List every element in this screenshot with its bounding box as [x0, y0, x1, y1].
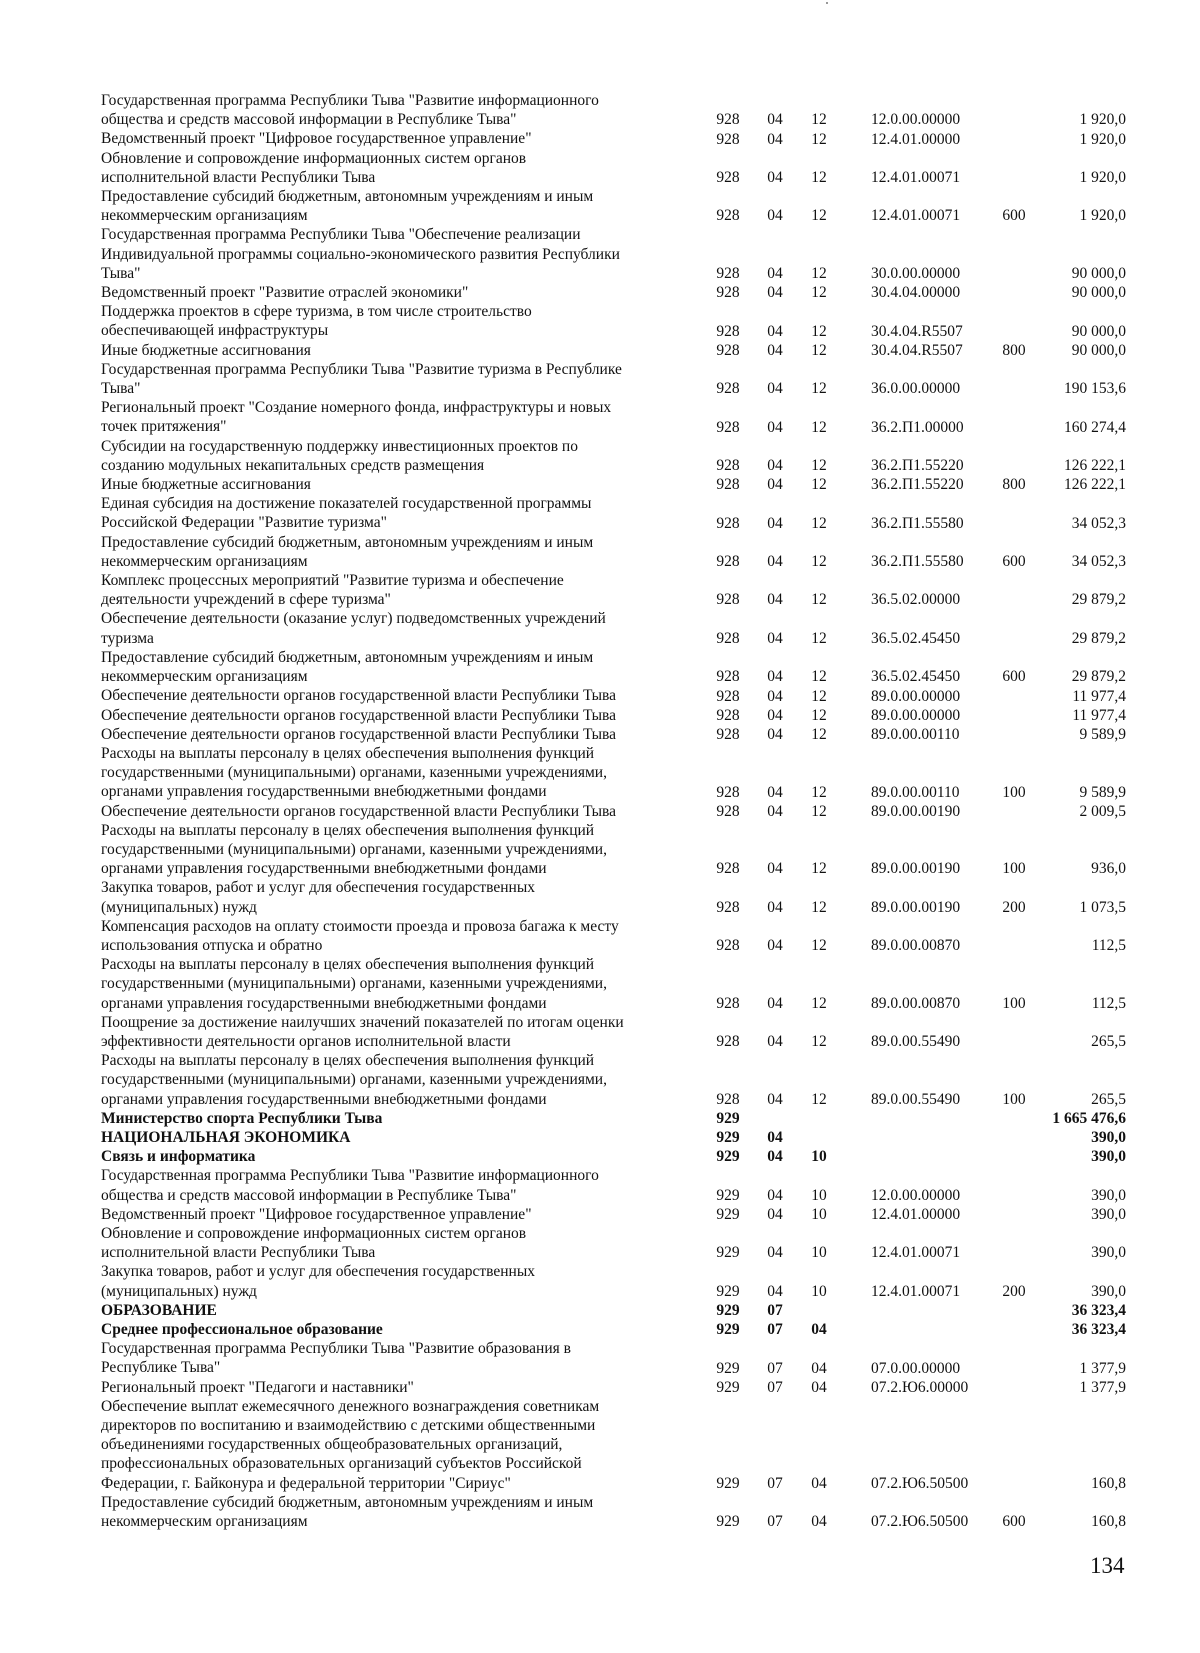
expense-type-code: 600: [1002, 1513, 1026, 1531]
subsection-code: 12: [811, 860, 827, 878]
section-code: 04: [767, 265, 783, 283]
section-code: 04: [767, 476, 783, 494]
section-code: 04: [767, 207, 783, 225]
table-row: [0, 1128, 1200, 1147]
row-name: Среднее профессиональное образование: [101, 1321, 383, 1338]
expense-type-code: 600: [1002, 207, 1026, 225]
target-article-code: 36.2.П1.00000: [871, 418, 964, 436]
ministry-code: 929: [716, 1302, 740, 1319]
amount: 34 052,3: [1071, 553, 1126, 571]
row-name: Предоставление субсидий бюджетным, автономным учреждениям и иным некоммерческим организациям: [101, 533, 594, 570]
amount: 390,0: [1091, 1205, 1126, 1223]
ministry-code: 928: [716, 322, 740, 340]
table-row: [0, 648, 1200, 686]
row-name: Комплекс процессных мероприятий "Развитие туризма и обеспечение деятельности учреждений в сфере туризма": [101, 572, 564, 609]
amount: 36 323,4: [1071, 1302, 1126, 1319]
table-row: [0, 1166, 1200, 1204]
ministry-code: 929: [716, 1513, 740, 1531]
row-name: Региональный проект "Создание номерного фонда, инфраструктуры и новых точек притяжения": [101, 399, 612, 436]
section-code: 04: [767, 591, 783, 609]
row-name: Закупка товаров, работ и услуг для обеспечения государственных (муниципальных) нужд: [101, 1263, 536, 1300]
section-code: 04: [767, 629, 783, 647]
ministry-code: 929: [716, 1244, 740, 1262]
amount: 9 589,9: [1079, 725, 1126, 743]
ministry-code: 929: [716, 1321, 740, 1339]
row-name: Предоставление субсидий бюджетным, автономным учреждениям и иным некоммерческим организациям: [101, 1493, 594, 1531]
section-code: 07: [767, 1321, 783, 1339]
target-article-code: 07.0.00.00000: [871, 1359, 961, 1377]
ministry-code: 928: [716, 341, 740, 359]
table-row: [0, 437, 1200, 475]
subsection-code: 12: [811, 457, 827, 475]
amount: 160,8: [1091, 1474, 1126, 1492]
target-article-code: 36.5.02.45450: [871, 629, 961, 647]
ministry-code: 928: [716, 380, 740, 398]
amount: 190 153,6: [1064, 380, 1126, 398]
expense-type-code: 100: [1002, 994, 1026, 1012]
amount: 1 377,9: [1079, 1359, 1126, 1377]
amount: 390,0: [1091, 1244, 1126, 1262]
ministry-code: 928: [716, 802, 740, 820]
table-row: [0, 1224, 1200, 1262]
amount: 390,0: [1091, 1129, 1126, 1147]
ministry-code: 928: [716, 265, 740, 283]
target-article-code: 89.0.00.00110: [871, 783, 960, 801]
target-article-code: 07.2.Ю6.50500: [871, 1513, 969, 1531]
row-name: Обеспечение деятельности органов государственной власти Республики Тыва: [101, 725, 617, 743]
ministry-code: 929: [716, 1205, 740, 1223]
target-article-code: 12.0.00.00000: [871, 1186, 961, 1204]
table-row: [0, 1051, 1200, 1109]
row-name: Поддержка проектов в сфере туризма, в том числе строительство обеспечивающей инфраструктуры: [101, 303, 532, 340]
table-row: [0, 571, 1200, 609]
ministry-code: 928: [716, 898, 740, 916]
row-name: Ведомственный проект "Цифровое государственное управление": [101, 130, 532, 148]
subsection-code: 12: [811, 207, 827, 225]
row-name: Расходы на выплаты персоналу в целях обеспечения выполнения функций государственными (муниципальными) органами, казенными учреждениями, органами управления государственными внебюджетными фондами: [101, 1052, 607, 1108]
row-name: Компенсация расходов на оплату стоимости проезда и провоза багажа к месту использования отпуска и обратно: [101, 917, 619, 954]
amount: 160 274,4: [1064, 418, 1126, 436]
expense-type-code: 100: [1002, 783, 1026, 801]
scan-speck: [826, 2, 828, 4]
row-name: Обеспечение деятельности органов государственной власти Республики Тыва: [101, 706, 617, 724]
ministry-code: 928: [716, 514, 740, 532]
section-code: 04: [767, 380, 783, 398]
table-row: [0, 302, 1200, 340]
section-code: 07: [767, 1474, 783, 1492]
target-article-code: 36.2.П1.55220: [871, 457, 964, 475]
ministry-code: 928: [716, 553, 740, 571]
section-code: 04: [767, 1148, 783, 1166]
ministry-code: 928: [716, 994, 740, 1012]
expense-type-code: 200: [1002, 898, 1026, 916]
amount: 936,0: [1091, 860, 1126, 878]
ministry-code: 928: [716, 130, 740, 148]
table-row: [0, 1205, 1200, 1224]
row-name: Обеспечение деятельности (оказание услуг) подведомственных учреждений туризма: [101, 610, 606, 647]
ministry-code: 929: [716, 1282, 740, 1300]
row-name: Государственная программа Республики Тыва "Обеспечение реализации Индивидуальной программы социально-экономического развития Республики Тыва": [101, 226, 620, 282]
section-code: 04: [767, 687, 783, 705]
row-name: Государственная программа Республики Тыва "Развитие образования в Республике Тыва": [101, 1340, 571, 1377]
ministry-code: 928: [716, 591, 740, 609]
section-code: 04: [767, 1282, 783, 1300]
row-name: Закупка товаров, работ и услуг для обеспечения государственных (муниципальных) нужд: [101, 879, 536, 916]
amount: 29 879,2: [1071, 668, 1126, 686]
subsection-code: 12: [811, 1090, 827, 1108]
table-row: [0, 1109, 1200, 1128]
section-code: 04: [767, 1244, 783, 1262]
table-row: [0, 878, 1200, 916]
amount: 29 879,2: [1071, 591, 1126, 609]
row-name: Расходы на выплаты персоналу в целях обеспечения выполнения функций государственными (муниципальными) органами, казенными учреждениями, органами управления государственными внебюджетными фондами: [101, 744, 607, 801]
row-name: Обеспечение деятельности органов государственной власти Республики Тыва: [101, 687, 617, 705]
subsection-code: 12: [811, 706, 827, 724]
amount: 1 377,9: [1079, 1378, 1126, 1396]
section-code: 07: [767, 1302, 783, 1319]
subsection-code: 10: [811, 1282, 827, 1300]
expense-type-code: 600: [1002, 553, 1026, 571]
amount: 90 000,0: [1071, 284, 1126, 302]
row-name: Государственная программа Республики Тыва "Развитие информационного общества и средств массовой информации в Республике Тыва": [101, 1167, 599, 1204]
subsection-code: 12: [811, 783, 827, 801]
target-article-code: 89.0.00.00110: [871, 725, 960, 743]
target-article-code: 12.4.01.00071: [871, 1244, 961, 1262]
subsection-code: 10: [811, 1244, 827, 1262]
row-name: Иные бюджетные ассигнования: [101, 476, 311, 494]
expense-type-code: 800: [1002, 476, 1026, 494]
subsection-code: 12: [811, 629, 827, 647]
subsection-code: 12: [811, 994, 827, 1012]
expense-type-code: 600: [1002, 668, 1026, 686]
table-row: [0, 1493, 1200, 1531]
target-article-code: 12.4.01.00071: [871, 207, 961, 225]
table-row: [0, 398, 1200, 436]
expense-type-code: 100: [1002, 860, 1026, 878]
row-name: Единая субсидия на достижение показателей государственной программы Российской Федерации "Развитие туризма": [101, 495, 592, 532]
amount: 1 920,0: [1079, 130, 1126, 148]
section-code: 04: [767, 284, 783, 302]
ministry-code: 928: [716, 687, 740, 705]
section-code: 04: [767, 783, 783, 801]
amount: 390,0: [1091, 1186, 1126, 1204]
table-row: [0, 1339, 1200, 1377]
target-article-code: 30.4.04.R5507: [871, 322, 963, 340]
ministry-code: 928: [716, 169, 740, 187]
table-row: [0, 494, 1200, 532]
section-code: 04: [767, 668, 783, 686]
section-code: 04: [767, 706, 783, 724]
amount: 1 920,0: [1079, 111, 1126, 129]
ministry-code: 928: [716, 207, 740, 225]
amount: 11 977,4: [1072, 706, 1126, 724]
target-article-code: 89.0.00.00000: [871, 687, 961, 705]
row-name: Обеспечение деятельности органов государственной власти Республики Тыва: [101, 802, 617, 820]
section-code: 07: [767, 1378, 783, 1396]
subsection-code: 12: [811, 418, 827, 436]
table-row: [0, 1397, 1200, 1493]
section-code: 04: [767, 994, 783, 1012]
section-code: 04: [767, 1129, 783, 1147]
ministry-code: 928: [716, 725, 740, 743]
amount: 126 222,1: [1064, 457, 1126, 475]
table-row: [0, 1301, 1200, 1320]
table-row: [0, 533, 1200, 571]
subsection-code: 10: [811, 1205, 827, 1223]
subsection-code: 12: [811, 284, 827, 302]
section-code: 04: [767, 1186, 783, 1204]
amount: 1 920,0: [1079, 207, 1126, 225]
row-name: Расходы на выплаты персоналу в целях обеспечения выполнения функций государственными (муниципальными) органами, казенными учреждениями, органами управления государственными внебюджетными фондами: [101, 821, 607, 878]
table-row: [0, 802, 1200, 821]
table-row: [0, 360, 1200, 398]
subsection-code: 12: [811, 725, 827, 743]
table-row: [0, 475, 1200, 494]
target-article-code: 36.2.П1.55220: [871, 476, 964, 494]
subsection-code: 12: [811, 476, 827, 494]
target-article-code: 36.5.02.45450: [871, 668, 961, 686]
ministry-code: 928: [716, 860, 740, 878]
amount: 1 073,5: [1079, 898, 1126, 916]
table-row: [0, 1320, 1200, 1339]
row-name: Ведомственный проект "Развитие отраслей экономики": [101, 284, 469, 302]
table-row: [0, 917, 1200, 955]
table-row: [0, 187, 1200, 225]
subsection-code: 04: [811, 1474, 827, 1492]
subsection-code: 04: [811, 1513, 827, 1531]
subsection-code: 12: [811, 898, 827, 916]
amount: 2 009,5: [1079, 802, 1126, 820]
target-article-code: 89.0.00.00870: [871, 937, 961, 955]
section-code: 04: [767, 860, 783, 878]
row-name: Обновление и сопровождение информационных систем органов исполнительной власти Республики Тыва: [101, 149, 527, 186]
subsection-code: 12: [811, 380, 827, 398]
target-article-code: 07.2.Ю6.00000: [871, 1378, 969, 1396]
ministry-code: 929: [716, 1129, 740, 1147]
table-row: [0, 609, 1200, 647]
section-code: 04: [767, 553, 783, 571]
row-name: Иные бюджетные ассигнования: [101, 341, 311, 359]
expense-type-code: 200: [1002, 1282, 1026, 1300]
row-name: Министерство спорта Республики Тыва: [101, 1109, 383, 1127]
row-name: Субсидии на государственную поддержку инвестиционных проектов по созданию модульных некапитальных средств размещения: [101, 437, 578, 474]
section-code: 04: [767, 1090, 783, 1108]
row-name: Региональный проект "Педагоги и наставники": [101, 1378, 414, 1396]
table-row: [0, 1378, 1200, 1397]
table-row: [0, 283, 1200, 302]
table-row: [0, 225, 1200, 283]
amount: 29 879,2: [1071, 629, 1126, 647]
table-row: [0, 821, 1200, 879]
ministry-code: 928: [716, 668, 740, 686]
amount: 160,8: [1091, 1513, 1126, 1531]
target-article-code: 89.0.00.00190: [871, 802, 961, 820]
section-code: 04: [767, 457, 783, 475]
target-article-code: 89.0.00.00190: [871, 898, 961, 916]
ministry-code: 929: [716, 1109, 740, 1127]
table-row: [0, 1147, 1200, 1166]
target-article-code: 89.0.00.00870: [871, 994, 961, 1012]
section-code: 04: [767, 937, 783, 955]
ministry-code: 928: [716, 1033, 740, 1051]
table-row: [0, 341, 1200, 360]
subsection-code: 12: [811, 341, 827, 359]
ministry-code: 928: [716, 284, 740, 302]
row-name: Предоставление субсидий бюджетным, автономным учреждениям и иным некоммерческим организациям: [101, 188, 594, 225]
subsection-code: 12: [811, 265, 827, 283]
table-row: [0, 725, 1200, 744]
section-code: 04: [767, 322, 783, 340]
amount: 265,5: [1091, 1090, 1126, 1108]
subsection-code: 12: [811, 130, 827, 148]
row-name: Предоставление субсидий бюджетным, автономным учреждениям и иным некоммерческим организациям: [101, 648, 594, 686]
subsection-code: 12: [811, 553, 827, 571]
ministry-code: 929: [716, 1148, 740, 1166]
ministry-code: 928: [716, 783, 740, 801]
ministry-code: 928: [716, 457, 740, 475]
section-code: 07: [767, 1359, 783, 1377]
row-name: Государственная программа Республики Тыва "Развитие информационного общества и средств массовой информации в Республике Тыва": [101, 92, 599, 129]
row-name: Обновление и сопровождение информационных систем органов исполнительной власти Республики Тыва: [101, 1224, 527, 1262]
amount: 126 222,1: [1064, 476, 1126, 494]
amount: 11 977,4: [1072, 687, 1126, 705]
table-row: [0, 149, 1200, 187]
ministry-code: 928: [716, 111, 740, 129]
target-article-code: 30.4.04.R5507: [871, 341, 963, 359]
section-code: 04: [767, 418, 783, 436]
target-article-code: 30.4.04.00000: [871, 284, 961, 302]
ministry-code: 928: [716, 476, 740, 494]
ministry-code: 929: [716, 1186, 740, 1204]
amount: 90 000,0: [1071, 341, 1126, 359]
subsection-code: 12: [811, 169, 827, 187]
subsection-code: 04: [811, 1378, 827, 1396]
target-article-code: 89.0.00.55490: [871, 1033, 961, 1051]
amount: 112,5: [1091, 937, 1126, 955]
section-code: 04: [767, 1205, 783, 1223]
row-name: Государственная программа Республики Тыва "Развитие туризма в Республике Тыва": [101, 360, 622, 398]
target-article-code: 36.5.02.00000: [871, 591, 961, 609]
row-name: ОБРАЗОВАНИЕ: [101, 1301, 217, 1319]
amount: 36 323,4: [1071, 1321, 1126, 1339]
row-name: Расходы на выплаты персоналу в целях обеспечения выполнения функций государственными (муниципальными) органами, казенными учреждениями, органами управления государственными внебюджетными фондами: [101, 956, 607, 1012]
amount: 1 920,0: [1079, 169, 1126, 187]
ministry-code: 928: [716, 1090, 740, 1108]
amount: 9 589,9: [1079, 783, 1126, 801]
subsection-code: 12: [811, 668, 827, 686]
subsection-code: 12: [811, 1033, 827, 1051]
expense-type-code: 100: [1002, 1090, 1026, 1108]
target-article-code: 36.0.00.00000: [871, 380, 961, 398]
table-row: [0, 129, 1200, 148]
budget-table: [0, 91, 1200, 1531]
section-code: 04: [767, 130, 783, 148]
section-code: 04: [767, 514, 783, 532]
subsection-code: 04: [811, 1359, 827, 1377]
target-article-code: 07.2.Ю6.50500: [871, 1474, 969, 1492]
table-row: [0, 91, 1200, 129]
subsection-code: 12: [811, 514, 827, 532]
target-article-code: 89.0.00.00000: [871, 706, 961, 724]
table-row: [0, 744, 1200, 802]
target-article-code: 89.0.00.55490: [871, 1090, 961, 1108]
amount: 265,5: [1091, 1033, 1126, 1051]
ministry-code: 928: [716, 418, 740, 436]
table-row: [0, 706, 1200, 725]
target-article-code: 12.4.01.00071: [871, 169, 961, 187]
ministry-code: 929: [716, 1474, 740, 1492]
ministry-code: 929: [716, 1378, 740, 1396]
row-name: Ведомственный проект "Цифровое государственное управление": [101, 1205, 532, 1223]
subsection-code: 12: [811, 802, 827, 820]
target-article-code: 30.0.00.00000: [871, 265, 961, 283]
ministry-code: 928: [716, 629, 740, 647]
target-article-code: 12.4.01.00000: [871, 1205, 961, 1223]
section-code: 04: [767, 898, 783, 916]
row-name: НАЦИОНАЛЬНАЯ ЭКОНОМИКА: [101, 1128, 351, 1146]
table-row: [0, 1013, 1200, 1051]
section-code: 04: [767, 111, 783, 129]
table-row: [0, 955, 1200, 1013]
subsection-code: 10: [811, 1148, 827, 1166]
amount: 90 000,0: [1071, 322, 1126, 340]
section-code: 04: [767, 341, 783, 359]
target-article-code: 12.4.01.00071: [871, 1282, 961, 1300]
amount: 390,0: [1091, 1148, 1126, 1166]
row-name: Связь и информатика: [101, 1148, 256, 1166]
subsection-code: 12: [811, 322, 827, 340]
subsection-code: 10: [811, 1186, 827, 1204]
section-code: 04: [767, 169, 783, 187]
subsection-code: 12: [811, 937, 827, 955]
target-article-code: 36.2.П1.55580: [871, 553, 964, 571]
page-number: 134: [1090, 1553, 1125, 1578]
section-code: 04: [767, 802, 783, 820]
ministry-code: 928: [716, 706, 740, 724]
expense-type-code: 800: [1002, 341, 1026, 359]
row-name: Обеспечение выплат ежемесячного денежного вознаграждения советникам директоров по воспитанию и взаимодействию с детскими общественными объединениями государственных общеобразовательных организаций, профессиональных образовательных организаций субъектов Российской Федерации, г. Байконура и федеральной территории "Сириус": [101, 1397, 600, 1492]
target-article-code: 12.4.01.00000: [871, 130, 961, 148]
row-name: Поощрение за достижение наилучших значений показателей по итогам оценки эффективности деятельности органов исполнительной власти: [101, 1013, 624, 1050]
table-row: [0, 686, 1200, 705]
subsection-code: 12: [811, 591, 827, 609]
ministry-code: 929: [716, 1359, 740, 1377]
target-article-code: 12.0.00.00000: [871, 111, 961, 129]
amount: 34 052,3: [1071, 514, 1126, 532]
section-code: 07: [767, 1513, 783, 1531]
amount: 1 665 476,6: [1052, 1109, 1126, 1127]
target-article-code: 89.0.00.00190: [871, 860, 961, 878]
table-row: [0, 1262, 1200, 1300]
ministry-code: 928: [716, 937, 740, 955]
section-code: 04: [767, 725, 783, 743]
subsection-code: 12: [811, 111, 827, 129]
amount: 90 000,0: [1071, 265, 1126, 283]
target-article-code: 36.2.П1.55580: [871, 514, 964, 532]
subsection-code: 04: [811, 1321, 827, 1339]
subsection-code: 12: [811, 687, 827, 705]
section-code: 04: [767, 1033, 783, 1051]
amount: 112,5: [1091, 994, 1126, 1012]
amount: 390,0: [1091, 1282, 1126, 1300]
